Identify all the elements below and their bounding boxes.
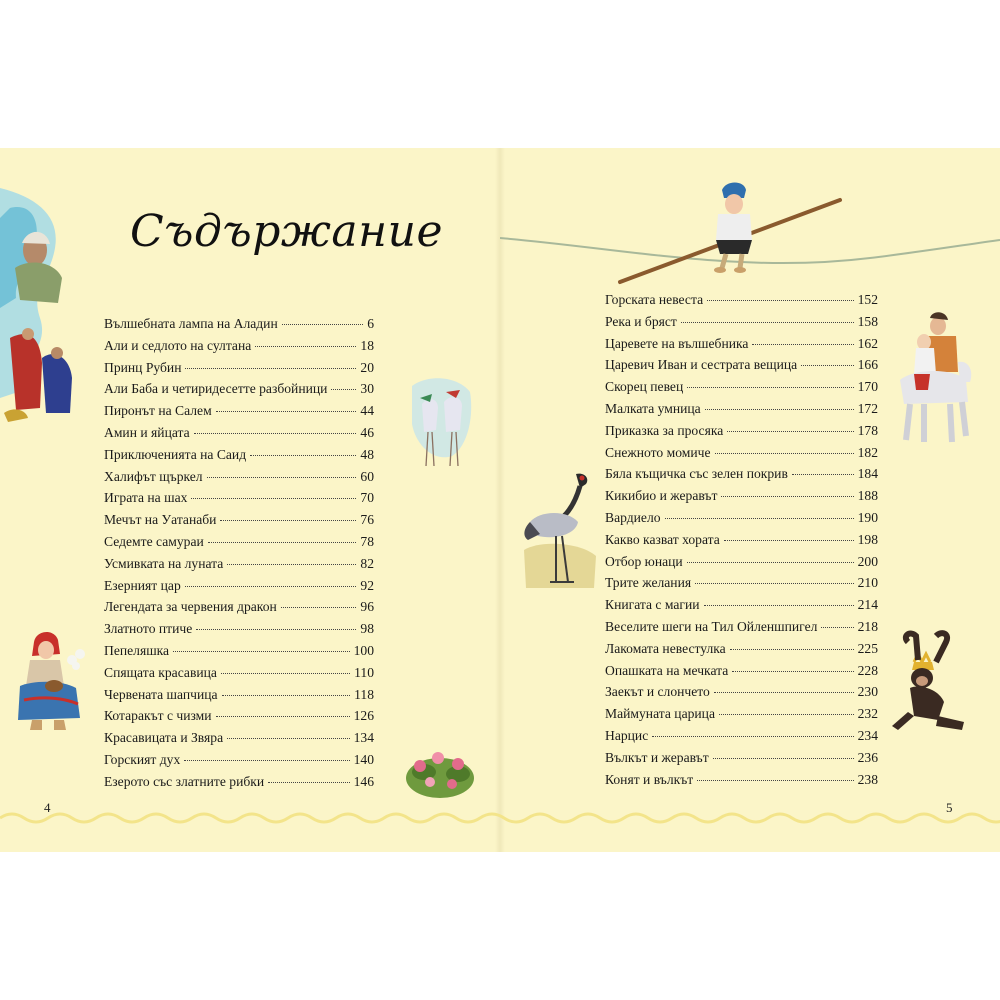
entry-page: 100 (353, 642, 374, 658)
toc-entry[interactable] (605, 532, 878, 554)
entry-page: 92 (360, 577, 374, 593)
entry-page: 46 (360, 424, 374, 440)
entry-page: 200 (857, 553, 878, 569)
entry-title: Царевич Иван и сестрата вещица (605, 357, 798, 373)
riders-on-horse-illustration (894, 304, 976, 448)
toc-entry[interactable] (605, 379, 878, 401)
entry-title: Пепеляшка (104, 642, 170, 658)
book-spread (0, 148, 1000, 852)
entry-page: 178 (857, 422, 878, 438)
toc-entry[interactable] (104, 774, 374, 796)
dot-leader (715, 453, 854, 454)
entry-title: Отбор юнаци (605, 553, 683, 569)
dot-leader (721, 496, 853, 497)
entry-title: Красавицата и Звяра (104, 730, 224, 746)
dot-leader (281, 607, 357, 608)
tightrope-walker-illustration (500, 170, 1000, 290)
dot-leader (681, 322, 854, 323)
dot-leader (713, 758, 854, 759)
dot-leader (216, 411, 357, 412)
entry-title: Легендата за червения дракон (104, 599, 277, 615)
entry-title: Спящата красавица (104, 664, 217, 680)
toc-entry[interactable] (605, 401, 878, 423)
dot-leader (792, 474, 854, 475)
entry-title: Кикибио и жеравът (605, 488, 718, 504)
entry-page: 198 (857, 531, 878, 547)
entry-page: 98 (360, 621, 374, 637)
toc-entry[interactable] (605, 772, 878, 794)
entry-title: Играта на шах (104, 490, 188, 506)
toc-entry[interactable] (104, 338, 374, 360)
dot-leader (227, 564, 356, 565)
entry-page: 110 (354, 664, 374, 680)
dot-leader (221, 673, 350, 674)
page-number-right: 5 (946, 800, 953, 815)
entry-page: 230 (857, 684, 878, 700)
genie-illustration (0, 188, 90, 433)
entry-title: Принц Рубин (104, 359, 182, 375)
toc-entry[interactable] (104, 556, 374, 578)
entry-title: Заекът и слончето (605, 684, 710, 700)
dot-leader (752, 344, 853, 345)
entry-page: 30 (360, 381, 374, 397)
entry-title: Опашката на мечката (605, 662, 729, 678)
entry-page: 170 (857, 379, 878, 395)
entry-page: 238 (857, 771, 878, 787)
toc-entry[interactable] (104, 665, 374, 687)
toc-entry[interactable] (605, 292, 878, 314)
entry-page: 118 (354, 686, 374, 702)
entry-title: Царевете на вълшебника (605, 335, 749, 351)
dot-leader (704, 605, 854, 606)
page-title: Съдържание (130, 206, 443, 257)
toc-entry[interactable] (605, 641, 878, 663)
toc-entry[interactable] (104, 730, 374, 752)
dot-leader (185, 368, 356, 369)
entry-title: Амин и яйцата (104, 424, 190, 440)
entry-page: 140 (353, 751, 374, 767)
entry-title: Снежното момиче (605, 444, 711, 460)
dot-leader (719, 714, 854, 715)
dot-leader (732, 671, 853, 672)
toc-entry[interactable] (104, 403, 374, 425)
storks-illustration (408, 376, 474, 470)
toc-entry[interactable] (104, 425, 374, 447)
toc-entry[interactable] (104, 752, 374, 774)
entry-page: 18 (360, 337, 374, 353)
entry-title: Скорец певец (605, 379, 684, 395)
dot-leader (222, 695, 351, 696)
entry-title: Бяла къщичка със зелен покрив (605, 466, 788, 482)
toc-entry[interactable] (104, 534, 374, 556)
dot-leader (687, 387, 853, 388)
toc-entry[interactable] (605, 684, 878, 706)
entry-title: Нарцис (605, 727, 649, 743)
entry-title: Веселите шеги на Тил Ойленшпигел (605, 618, 818, 634)
entry-page: 184 (857, 466, 878, 482)
dot-leader (665, 518, 854, 519)
toc-entry[interactable] (104, 381, 374, 403)
entry-page: 20 (360, 359, 374, 375)
entry-page: 60 (360, 468, 374, 484)
toc-entry[interactable] (104, 447, 374, 469)
dot-leader (697, 780, 853, 781)
toc-entry[interactable] (605, 750, 878, 772)
toc-entry[interactable] (104, 360, 374, 382)
entry-page: 82 (360, 555, 374, 571)
toc-entry[interactable] (605, 728, 878, 750)
toc-entry[interactable] (605, 423, 878, 445)
toc-entry[interactable] (104, 621, 374, 643)
entry-title: Червената шапчица (104, 686, 218, 702)
entry-page: 190 (857, 509, 878, 525)
entry-page: 172 (857, 400, 878, 416)
dot-leader (255, 346, 356, 347)
entry-page: 210 (857, 575, 878, 591)
dot-leader (707, 300, 854, 301)
entry-title: Халифът щъркел (104, 468, 203, 484)
toc-entry[interactable] (605, 575, 878, 597)
dot-leader (714, 692, 854, 693)
entry-page: 234 (857, 727, 878, 743)
dot-leader (652, 736, 853, 737)
entry-title: Седемте самураи (104, 533, 204, 549)
toc-entry[interactable] (104, 643, 374, 665)
entry-page: 158 (857, 313, 878, 329)
dot-leader (331, 389, 356, 390)
entry-title: Вълшебната лампа на Аладин (104, 316, 278, 331)
toc-entry[interactable] (605, 488, 878, 510)
dot-leader (695, 583, 854, 584)
dot-leader (801, 365, 853, 366)
toc-entry[interactable] (605, 357, 878, 379)
dot-leader (724, 540, 854, 541)
entry-page: 225 (857, 640, 878, 656)
entry-page: 44 (360, 403, 374, 419)
entry-page: 182 (857, 444, 878, 460)
dot-leader (191, 498, 356, 499)
entry-title: Горската невеста (605, 292, 704, 307)
entry-page: 166 (857, 357, 878, 373)
dot-leader (227, 738, 349, 739)
entry-page: 6 (367, 316, 374, 331)
dot-leader (208, 542, 357, 543)
toc-entry[interactable] (605, 663, 878, 685)
entry-title: Трите желания (605, 575, 692, 591)
entry-title: Али Баба и четиридесетте разбойници (104, 381, 328, 397)
dot-leader (268, 782, 349, 783)
entry-title: Котаракът с чизми (104, 708, 212, 724)
entry-title: Конят и вълкът (605, 771, 694, 787)
wave-border (0, 808, 1000, 828)
dot-leader (220, 520, 356, 521)
entry-title: Езерото със златните рибки (104, 773, 265, 789)
toc-entry[interactable] (605, 314, 878, 336)
dot-leader (821, 627, 853, 628)
dot-leader (194, 433, 357, 434)
page-number-left: 4 (44, 800, 51, 815)
entry-title: Какво казват хората (605, 531, 720, 547)
entry-title: Златното птиче (104, 621, 193, 637)
toc-entry[interactable] (605, 510, 878, 532)
entry-page: 134 (353, 730, 374, 746)
toc-entry[interactable] (104, 578, 374, 600)
toc-entry[interactable] (605, 336, 878, 358)
entry-page: 76 (360, 512, 374, 528)
toc-entry[interactable] (104, 599, 374, 621)
dot-leader (184, 760, 349, 761)
entry-title: Книгата с магии (605, 597, 700, 613)
entry-title: Вардиело (605, 509, 661, 525)
dot-leader (207, 477, 357, 478)
roses-illustration (404, 744, 476, 802)
entry-title: Приключенията на Саид (104, 446, 247, 462)
entry-page: 218 (857, 618, 878, 634)
entry-title: Усмивката на луната (104, 555, 224, 571)
toc-entry[interactable] (104, 316, 374, 338)
toc-left (104, 316, 374, 796)
toc-entry[interactable] (605, 597, 878, 619)
entry-page: 152 (857, 292, 878, 307)
entry-title: Маймуната царица (605, 706, 715, 722)
entry-page: 188 (857, 488, 878, 504)
dot-leader (687, 562, 854, 563)
dot-leader (173, 651, 350, 652)
entry-page: 48 (360, 446, 374, 462)
entry-page: 228 (857, 662, 878, 678)
entry-page: 162 (857, 335, 878, 351)
entry-page: 214 (857, 597, 878, 613)
entry-page: 236 (857, 749, 878, 765)
entry-title: Пиронът на Салем (104, 403, 212, 419)
entry-title: Езерният цар (104, 577, 181, 593)
entry-title: Горският дух (104, 751, 181, 767)
entry-title: Приказка за просяка (605, 422, 724, 438)
toc-entry[interactable] (605, 466, 878, 488)
entry-title: Вълкът и жеравът (605, 749, 709, 765)
toc-entry[interactable] (605, 554, 878, 576)
toc-entry[interactable] (104, 490, 374, 512)
toc-entry[interactable] (104, 469, 374, 491)
dot-leader (730, 649, 854, 650)
entry-page: 78 (360, 533, 374, 549)
entry-title: Лакомата невестулка (605, 640, 726, 656)
entry-title: Малката умница (605, 400, 701, 416)
dot-leader (196, 629, 356, 630)
toc-entry[interactable] (605, 619, 878, 641)
toc-right (605, 292, 878, 793)
monkey-queen-illustration (888, 626, 968, 736)
toc-entry[interactable] (104, 512, 374, 534)
dot-leader (727, 431, 853, 432)
red-riding-hood-illustration (14, 630, 92, 732)
dot-leader (216, 716, 350, 717)
entry-page: 232 (857, 706, 878, 722)
entry-page: 96 (360, 599, 374, 615)
toc-entry[interactable] (605, 445, 878, 467)
entry-page: 146 (353, 773, 374, 789)
toc-entry[interactable] (605, 706, 878, 728)
entry-title: Али и седлото на султана (104, 337, 252, 353)
dot-leader (282, 324, 363, 325)
dot-leader (185, 586, 357, 587)
toc-entry[interactable] (104, 708, 374, 730)
entry-title: Мечът на Уатанаби (104, 512, 217, 528)
entry-title: Река и бряст (605, 313, 677, 329)
entry-page: 70 (360, 490, 374, 506)
crane-illustration (520, 470, 600, 590)
dot-leader (705, 409, 854, 410)
entry-page: 126 (353, 708, 374, 724)
toc-entry[interactable] (104, 687, 374, 709)
dot-leader (250, 455, 356, 456)
